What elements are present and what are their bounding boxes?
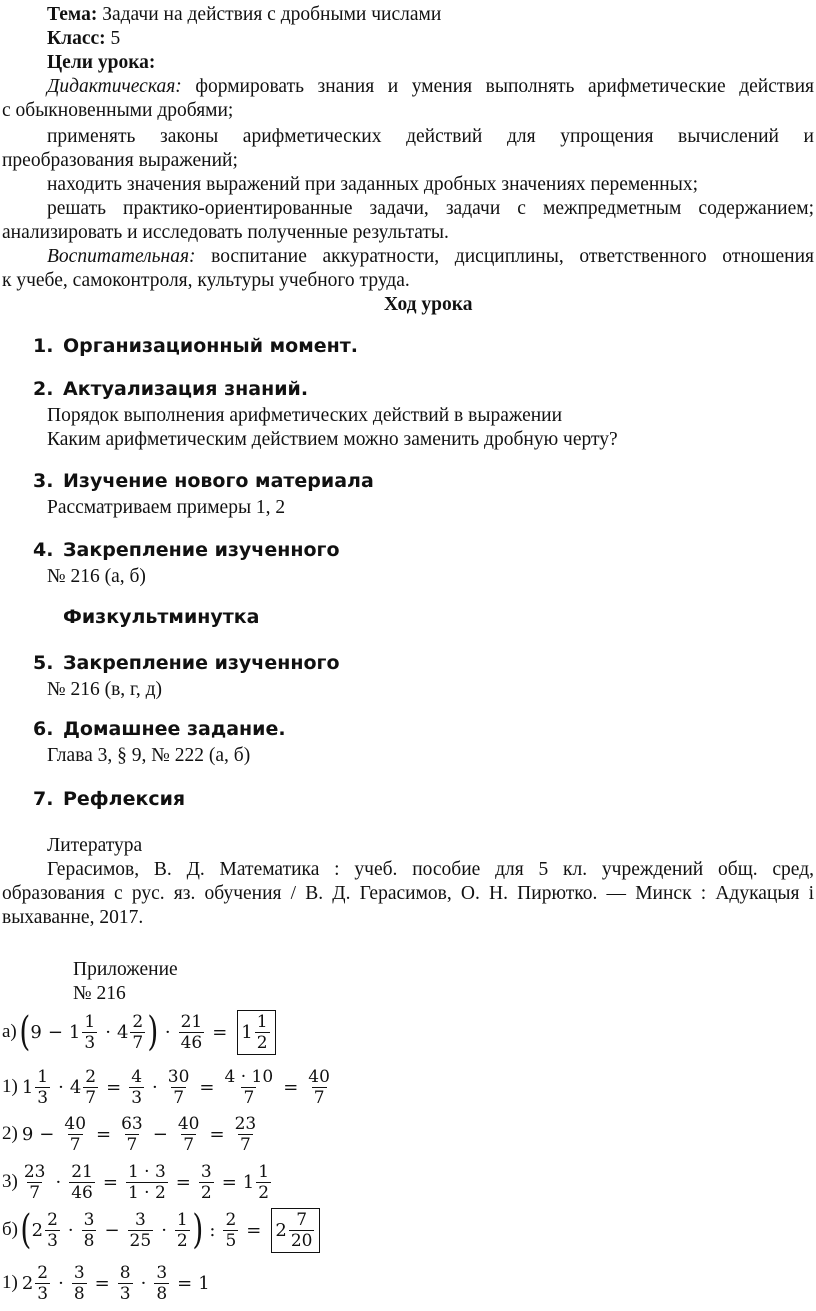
math-op: =	[94, 1272, 110, 1294]
stage-6-line-1: Глава 3, § 9, № 222 (а, б)	[47, 745, 251, 766]
goals-heading	[47, 51, 155, 75]
math-text: 1	[198, 1272, 210, 1294]
stage-7-num: 7.	[33, 788, 54, 810]
math-op: −	[47, 1021, 63, 1043]
math-fraction: $\frac{21}{46}$	[180, 1011, 203, 1053]
math-answer-box: 2 $\frac{7}{20}$	[271, 1208, 320, 1253]
literature-ref-2: образования с рус. яз. обучения / В. Д. Герасимов, О. Н. Пирютко. — Минск : Адукацыя і	[2, 883, 814, 904]
stage-6	[33, 716, 286, 742]
appendix-label: Приложение	[73, 959, 178, 980]
math-text: 2	[21, 1272, 34, 1294]
stage-1	[33, 333, 358, 359]
educational-line-2: к учебе, самоконтроля, культуры учебного труда.	[2, 270, 410, 291]
math-fraction: $\frac{2}{5}$	[225, 1209, 237, 1251]
math-fraction: $\frac{21}{46}$	[71, 1161, 93, 1203]
math-fraction: $\frac{1}{2}$	[176, 1209, 188, 1251]
math-op: =	[209, 1123, 225, 1145]
math-fraction: $\frac{23}{7}$	[234, 1113, 257, 1155]
topic-line	[47, 3, 441, 27]
class-label: Класс:	[47, 28, 106, 49]
math-op: ·	[67, 1219, 74, 1241]
math-fraction: $\frac{23}{7}$	[23, 1161, 46, 1203]
math-paren: (	[20, 1207, 32, 1253]
stage-6-title: Домашнее задание.	[63, 718, 286, 740]
stage-1-title: Организационный момент.	[63, 335, 358, 357]
stage-3-line-1: Рассматриваем примеры 1, 2	[47, 497, 286, 518]
course-title	[384, 293, 472, 317]
appendix-number: № 216	[73, 983, 126, 1004]
math-text: 4	[69, 1076, 82, 1098]
stage-5-title: Закрепление изученного	[63, 652, 340, 674]
stage-1-num: 1.	[33, 335, 54, 357]
math-op: =	[221, 1171, 237, 1193]
course-title-text: Ход урока	[384, 294, 473, 315]
math-fraction: $\frac{4 \cdot 10}{7}$	[224, 1066, 274, 1108]
stage-3	[33, 468, 374, 494]
math-text: 2	[31, 1219, 44, 1241]
stage-2-title: Актуализация знаний.	[63, 378, 309, 400]
math-op: =	[175, 1171, 191, 1193]
math-paren: (	[19, 1009, 31, 1055]
class-value: 5	[105, 28, 121, 49]
stage-2-line-2: Каким арифметическим действием можно заменить дробную черту?	[47, 429, 618, 450]
math-a-3-label: 3)	[2, 1171, 18, 1192]
math-fraction: $\frac{40}{7}$	[64, 1113, 87, 1155]
math-op: =	[96, 1123, 112, 1145]
math-op: ·	[161, 1219, 167, 1241]
math-fraction: $\frac{3}{8}$	[156, 1262, 168, 1304]
math-answer-box: 1 $\frac{1}{2}$	[237, 1010, 275, 1055]
stage-2-line-1: Порядок выполнения арифметических действий в выражении	[47, 405, 563, 426]
stage-4	[33, 537, 340, 563]
educational-label: Воспитательная:	[47, 246, 196, 267]
stage-3-title: Изучение нового материала	[63, 470, 374, 492]
literature-ref-1: Герасимов, В. Д. Математика : учеб. пособие для 5 кл. учреждений общ. сред,	[47, 859, 814, 880]
math-op: :	[209, 1219, 216, 1241]
math-op: =	[177, 1272, 193, 1294]
math-op: −	[39, 1123, 55, 1145]
math-paren: )	[147, 1009, 159, 1055]
stage-4-line-1: № 216 (а, б)	[47, 566, 146, 587]
math-op: −	[152, 1123, 168, 1145]
math-text: 1	[21, 1076, 34, 1098]
stage-4-title: Закрепление изученного	[63, 539, 340, 561]
math-op: −	[104, 1219, 120, 1241]
math-text: 4	[116, 1021, 129, 1043]
stage-break-title: Физкультминутка	[63, 606, 260, 628]
stage-6-num: 6.	[33, 718, 54, 740]
math-fraction: $\frac{30}{7}$	[167, 1066, 190, 1108]
educational-text-1: воспитание аккуратности, дисциплины, ответственного отношения	[195, 246, 814, 267]
math-op: ·	[152, 1076, 158, 1098]
math-op: ·	[58, 1272, 64, 1294]
didactic-text-1: формировать знания и умения выполнять арифметические действия	[181, 76, 814, 97]
stage-5	[33, 650, 340, 676]
math-op: =	[106, 1076, 122, 1098]
math-text: 1	[242, 1171, 255, 1193]
didactic-line-1	[47, 75, 814, 99]
stage-7	[33, 786, 185, 812]
stage-4-num: 4.	[33, 539, 54, 561]
solve-line-1: решать практико-ориентированные задачи, задачи с межпредметным содержанием;	[47, 198, 814, 219]
math-text: 9	[30, 1021, 42, 1043]
apply-line-1: применять законы арифметических действий для упрощения вычислений и	[47, 126, 814, 147]
math-op: ·	[58, 1076, 64, 1098]
math-text: 9	[21, 1123, 34, 1145]
math-fraction: $\frac{1}{3}$	[37, 1066, 49, 1108]
literature-label: Литература	[47, 835, 143, 856]
math-b	[2, 1202, 320, 1258]
stage-2-num: 2.	[33, 378, 54, 400]
math-op: ·	[55, 1171, 62, 1193]
math-op: ·	[140, 1272, 147, 1294]
math-a-label: а)	[2, 1021, 17, 1042]
math-fraction: $\frac{2}{7}$	[85, 1066, 97, 1108]
literature-ref-3: выхаванне, 2017.	[2, 907, 144, 928]
math-fraction: $\frac{40}{7}$	[308, 1066, 330, 1108]
math-fraction: $\frac{3}{8}$	[83, 1209, 95, 1251]
math-fraction: $\frac{1}{2}$	[258, 1161, 270, 1203]
math-a-1-label: 1)	[2, 1076, 18, 1097]
math-op: =	[212, 1021, 228, 1043]
stage-5-line-1: № 216 (в, г, д)	[47, 679, 163, 700]
goals-label: Цели урока:	[47, 52, 156, 73]
math-fraction: $\frac{4}{3}$	[131, 1066, 143, 1108]
math-fraction: $\frac{1}{3}$	[84, 1011, 96, 1053]
math-b-label: б)	[2, 1219, 18, 1240]
math-b-1-label: 1)	[2, 1272, 18, 1293]
stage-2	[33, 376, 308, 402]
math-fraction: $\frac{40}{7}$	[177, 1113, 200, 1155]
didactic-label: Дидактическая:	[47, 76, 182, 97]
educational-line-1	[47, 245, 814, 269]
math-op: ·	[105, 1021, 111, 1043]
find-line-1: находить значения выражений при заданных дробных значениях переменных;	[47, 174, 698, 195]
topic-value: Задачи на действия с дробными числами	[97, 4, 442, 25]
stage-7-title: Рефлексия	[63, 788, 186, 810]
math-op: =	[102, 1171, 118, 1193]
math-paren: )	[192, 1207, 204, 1253]
math-op: =	[199, 1076, 215, 1098]
math-b-1	[2, 1255, 210, 1311]
math-fraction: $\frac{3}{25}$	[129, 1209, 152, 1251]
math-fraction: $\frac{3}{8}$	[73, 1262, 85, 1304]
math-fraction: $\frac{2}{7}$	[132, 1011, 144, 1053]
math-fraction: $\frac{2}{3}$	[37, 1262, 49, 1304]
stage-break	[63, 604, 260, 630]
math-op: =	[283, 1076, 299, 1098]
math-text: 1	[68, 1021, 81, 1043]
math-fraction: $\frac{2}{3}$	[47, 1209, 58, 1251]
math-a-2-label: 2)	[2, 1123, 18, 1144]
math-fraction: $\frac{1 \cdot 3}{1 \cdot 2}$	[127, 1161, 166, 1203]
didactic-line-2: с обыкновенными дробями;	[2, 100, 234, 121]
math-a	[2, 1004, 276, 1060]
stage-3-num: 3.	[33, 470, 54, 492]
math-fraction: $\frac{3}{2}$	[200, 1161, 212, 1203]
topic-label: Тема:	[47, 4, 98, 25]
math-op: =	[246, 1219, 262, 1241]
math-fraction: $\frac{8}{3}$	[119, 1262, 131, 1304]
math-op: ·	[164, 1021, 171, 1043]
solve-line-2: анализировать и исследовать полученные результаты.	[2, 222, 449, 243]
apply-line-2: преобразования выражений;	[2, 150, 238, 171]
math-fraction: $\frac{63}{7}$	[121, 1113, 143, 1155]
stage-5-num: 5.	[33, 652, 54, 674]
class-line	[47, 27, 120, 51]
